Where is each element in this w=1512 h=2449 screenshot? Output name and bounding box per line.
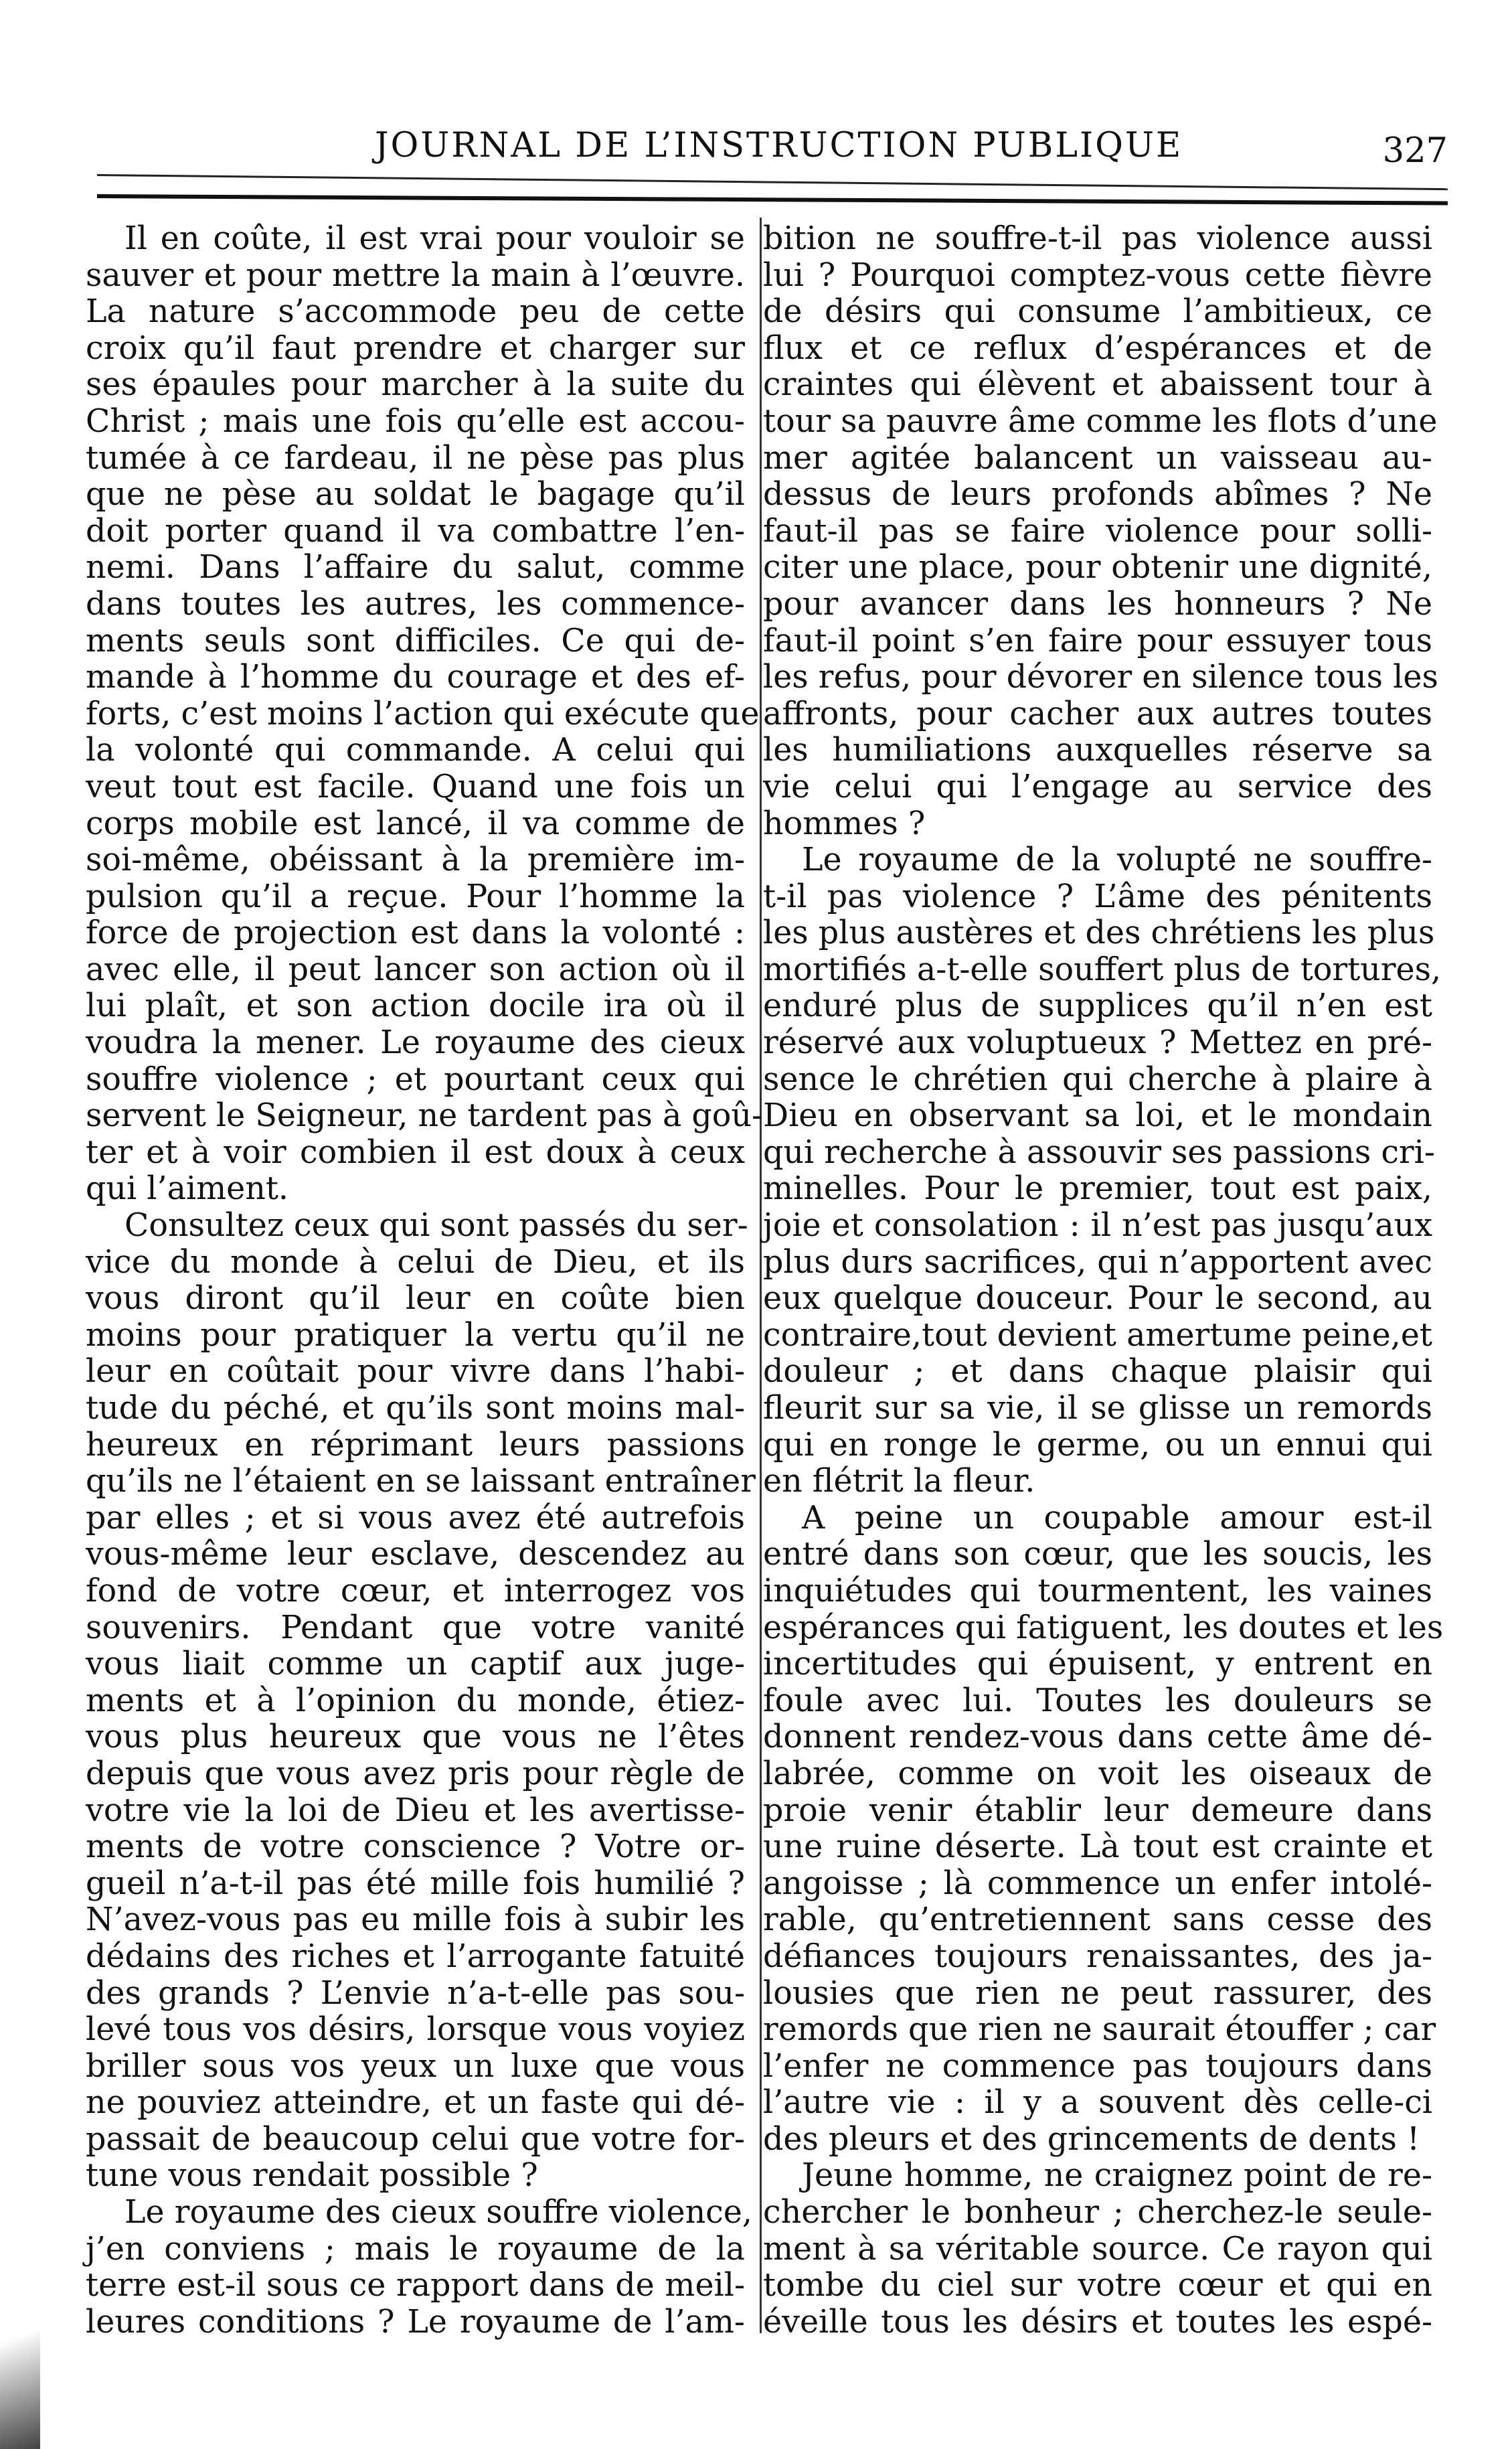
text-line: sauver et pour mettre la main à l’œuvre.	[86, 256, 745, 294]
text-line: rable, qu’entretiennent sans cesse des	[763, 1901, 1432, 1939]
text-line: souvenirs. Pendant que votre vanité	[86, 1609, 745, 1646]
text-line: lui ? Pourquoi comptez-vous cette fièvre	[763, 256, 1432, 294]
text-line: pour avancer dans les honneurs ? Ne	[763, 585, 1432, 623]
left-column	[86, 220, 763, 2341]
text-line: défiances toujours renaissantes, des ja-	[763, 1938, 1432, 1975]
text-line: j’en conviens ; mais le royaume de la	[86, 2230, 745, 2268]
text-line: tune vous rendait possible ?	[86, 2157, 538, 2195]
text-line: les humiliations auxquelles réserve sa	[763, 732, 1432, 769]
header-rule-thick	[97, 194, 1448, 206]
text-line: t-il pas violence ? L’âme des pénitents	[763, 878, 1432, 915]
text-line: labrée, comme on voit les oiseaux de	[763, 1755, 1432, 1792]
text-line: fleurit sur sa vie, il se glisse un remords	[763, 1390, 1432, 1427]
text-line: soi-même, obéissant à la première im-	[86, 842, 745, 879]
text-line: plus durs sacrifices, qui n’apportent avec	[763, 1243, 1432, 1281]
text-line: une ruine déserte. Là tout est crainte et	[763, 1828, 1432, 1866]
text-line: depuis que vous avez pris pour règle de	[86, 1755, 745, 1792]
text-line: éveille tous les désirs et toutes les espé-	[763, 2303, 1432, 2341]
right-column	[763, 220, 1444, 2341]
text-line: les refus, pour dévorer en silence tous les	[763, 659, 1438, 696]
text-line: l’enfer ne commence pas toujours dans	[763, 2047, 1432, 2085]
text-line: briller sous vos yeux un luxe que vous	[86, 2047, 745, 2085]
text-line: voudra la mener. Le royaume des cieux	[86, 1024, 745, 1062]
text-line: qui l’aiment.	[86, 1170, 289, 1208]
text-line: tombe du ciel sur votre cœur et qui en	[763, 2267, 1432, 2304]
text-line: votre vie la loi de Dieu et les avertisse-	[86, 1792, 745, 1829]
text-line: contraire,tout devient amertume peine,et	[763, 1316, 1432, 1354]
text-line: lousies que rien ne peut rassurer, des	[763, 1974, 1432, 2012]
text-line: enduré plus de supplices qu’il n’en est	[763, 988, 1432, 1025]
text-line: Dieu en observant sa loi, et le mondain	[763, 1097, 1432, 1135]
text-line: ments seuls sont difficiles. Ce qui de-	[86, 622, 745, 659]
text-line: minelles. Pour le premier, tout est paix,	[763, 1170, 1432, 1208]
text-line: eux quelque douceur. Pour le second, au	[763, 1280, 1432, 1318]
text-line: heureux en réprimant leurs passions	[86, 1426, 745, 1464]
text-line: que ne pèse au soldat le bagage qu’il	[86, 476, 745, 514]
text-line: N’avez-vous pas eu mille fois à subir les	[86, 1901, 745, 1939]
text-line: qu’ils ne l’étaient en se laissant entraîner	[86, 1463, 756, 1500]
text-line: dans toutes les autres, les commence-	[86, 585, 745, 623]
text-line: la volonté qui commande. A celui qui	[86, 732, 745, 769]
text-line: mer agitée balancent un vaisseau au-	[763, 439, 1432, 477]
text-line: douleur ; et dans chaque plaisir qui	[763, 1353, 1432, 1391]
text-line: chercher le bonheur ; cherchez-le seule-	[763, 2194, 1432, 2231]
text-line: en flétrit la fleur.	[763, 1463, 1035, 1500]
text-line: hommes ?	[763, 805, 926, 842]
text-line: joie et consolation : il n’est pas jusqu’aux	[763, 1207, 1432, 1245]
text-line: craintes qui élèvent et abaissent tour à	[763, 366, 1432, 404]
text-line: par elles ; et si vous avez été autrefois	[86, 1499, 745, 1536]
text-line: fond de votre cœur, et interrogez vos	[86, 1572, 745, 1609]
text-line: vous plus heureux que vous ne l’êtes	[86, 1719, 745, 1756]
text-line: corps mobile est lancé, il va comme de	[86, 805, 745, 842]
text-line: remords que rien ne saurait étouffer ; car	[763, 2011, 1436, 2049]
scan-edge-shadow	[0, 2263, 40, 2449]
text-line: qui recherche à assouvir ses passions cri-	[763, 1133, 1435, 1171]
text-line: dédains des riches et l’arrogante fatuité	[86, 1938, 745, 1975]
text-line: affronts, pour cacher aux autres toutes	[763, 695, 1432, 732]
text-line: levé tous vos désirs, lorsque vous voyiez	[86, 2011, 745, 2049]
text-line: espérances qui fatiguent, les doutes et les	[763, 1609, 1444, 1646]
text-line: moins pour pratiquer la vertu qu’il ne	[86, 1316, 745, 1354]
text-line: leur en coûtait pour vivre dans l’habi-	[86, 1353, 745, 1391]
text-line: sence le chrétien qui cherche à plaire à	[763, 1060, 1432, 1098]
text-line: des pleurs et des grincements de dents !	[763, 2120, 1420, 2158]
text-line: bition ne souffre-t-il pas violence aussi	[763, 220, 1432, 257]
text-line: ne pouviez atteindre, et un faste qui dé-	[86, 2084, 745, 2122]
text-line: vie celui qui l’engage au service des	[763, 768, 1432, 805]
text-line: ter et à voir combien il est doux à ceux	[86, 1133, 745, 1171]
column-divider	[760, 218, 762, 2333]
text-line: veut tout est facile. Quand une fois un	[86, 768, 745, 805]
running-head: JOURNAL DE L’INSTRUCTION PUBLIQUE	[375, 126, 1183, 165]
text-line: dessus de leurs profonds abîmes ? Ne	[763, 476, 1432, 514]
header-rule-thin	[97, 174, 1448, 190]
text-line: avec elle, il peut lancer son action où il	[86, 951, 745, 988]
page-number: 327	[1382, 131, 1448, 171]
text-line: tour sa pauvre âme comme les flots d’une	[763, 402, 1438, 440]
text-line: Christ ; mais une fois qu’elle est accou-	[86, 402, 745, 440]
text-line: de désirs qui consume l’ambitieux, ce	[763, 293, 1432, 331]
text-line: servent le Seigneur, ne tardent pas à goû-	[86, 1097, 763, 1135]
text-line: nemi. Dans l’affaire du salut, comme	[86, 549, 745, 586]
text-line: pulsion qu’il a reçue. Pour l’homme la	[86, 878, 745, 915]
text-line: citer une place, pour obtenir une dignité,	[763, 549, 1432, 586]
text-line: faut-il pas se faire violence pour solli-	[763, 512, 1432, 550]
text-line: lui plaît, et son action docile ira où il	[86, 988, 745, 1025]
text-line: ments de votre conscience ? Votre or-	[86, 1828, 745, 1866]
text-line: l’autre vie : il y a souvent dès celle-ci	[763, 2084, 1432, 2122]
text-line: proie venir établir leur demeure dans	[763, 1792, 1432, 1829]
text-line: La nature s’accommode peu de cette	[86, 293, 745, 331]
text-line: les plus austères et des chrétiens les plus	[763, 915, 1435, 952]
text-line: ses épaules pour marcher à la suite du	[86, 366, 745, 404]
text-line: incertitudes qui épuisent, y entrent en	[763, 1646, 1432, 1683]
text-line: gueil n’a-t-il pas été mille fois humilié ?	[86, 1865, 745, 1902]
text-line: forts, c’est moins l’action qui exécute que	[86, 695, 760, 732]
text-line: souffre violence ; et pourtant ceux qui	[86, 1060, 745, 1098]
text-line: angoisse ; là commence un enfer intolé-	[763, 1865, 1432, 1902]
text-line: Le royaume de la volupté ne souffre-	[802, 842, 1432, 879]
text-line: foule avec lui. Toutes les douleurs se	[763, 1682, 1432, 1719]
text-line: doit porter quand il va combattre l’en-	[86, 512, 745, 550]
text-line: qui en ronge le germe, ou un ennui qui	[763, 1426, 1432, 1464]
text-line: ments et à l’opinion du monde, étiez-	[86, 1682, 745, 1719]
text-line: entré dans son cœur, que les soucis, les	[763, 1536, 1432, 1573]
text-line: donnent rendez-vous dans cette âme dé-	[763, 1719, 1432, 1756]
text-line: mortifiés a-t-elle souffert plus de tortures,	[763, 951, 1442, 988]
text-line: inquiétudes qui tourmentent, les vaines	[763, 1572, 1432, 1609]
text-line: faut-il point s’en faire pour essuyer tous	[763, 622, 1432, 659]
text-line: leures conditions ? Le royaume de l’am-	[86, 2303, 745, 2341]
text-line: terre est-il sous ce rapport dans de meil-	[86, 2267, 745, 2304]
text-line: A peine un coupable amour est-il	[802, 1499, 1432, 1536]
text-line: ment à sa véritable source. Ce rayon qui	[763, 2230, 1432, 2268]
text-line: tumée à ce fardeau, il ne pèse pas plus	[86, 439, 745, 477]
text-line: vous liait comme un captif aux juge-	[86, 1646, 745, 1683]
text-line: croix qu’il faut prendre et charger sur	[86, 329, 745, 367]
text-line: des grands ? L’envie n’a-t-elle pas sou-	[86, 1974, 745, 2012]
text-line: Il en coûte, il est vrai pour vouloir se	[124, 220, 745, 257]
text-line: passait de beaucoup celui que votre for-	[86, 2120, 745, 2158]
text-line: vice du monde à celui de Dieu, et ils	[86, 1243, 745, 1281]
text-line: Consultez ceux qui sont passés du ser-	[124, 1207, 748, 1245]
text-line: mande à l’homme du courage et des ef-	[86, 659, 745, 696]
text-line: réservé aux voluptueux ? Mettez en pré-	[763, 1024, 1432, 1062]
text-line: tude du péché, et qu’ils sont moins mal-	[86, 1390, 745, 1427]
text-line: flux et ce reflux d’espérances et de	[763, 329, 1432, 367]
text-line: Le royaume des cieux souffre violence,	[124, 2194, 752, 2231]
text-line: force de projection est dans la volonté :	[86, 915, 745, 952]
text-line: vous diront qu’il leur en coûte bien	[86, 1280, 745, 1318]
text-line: Jeune homme, ne craignez point de re-	[802, 2157, 1432, 2195]
text-line: vous-même leur esclave, descendez au	[86, 1536, 745, 1573]
